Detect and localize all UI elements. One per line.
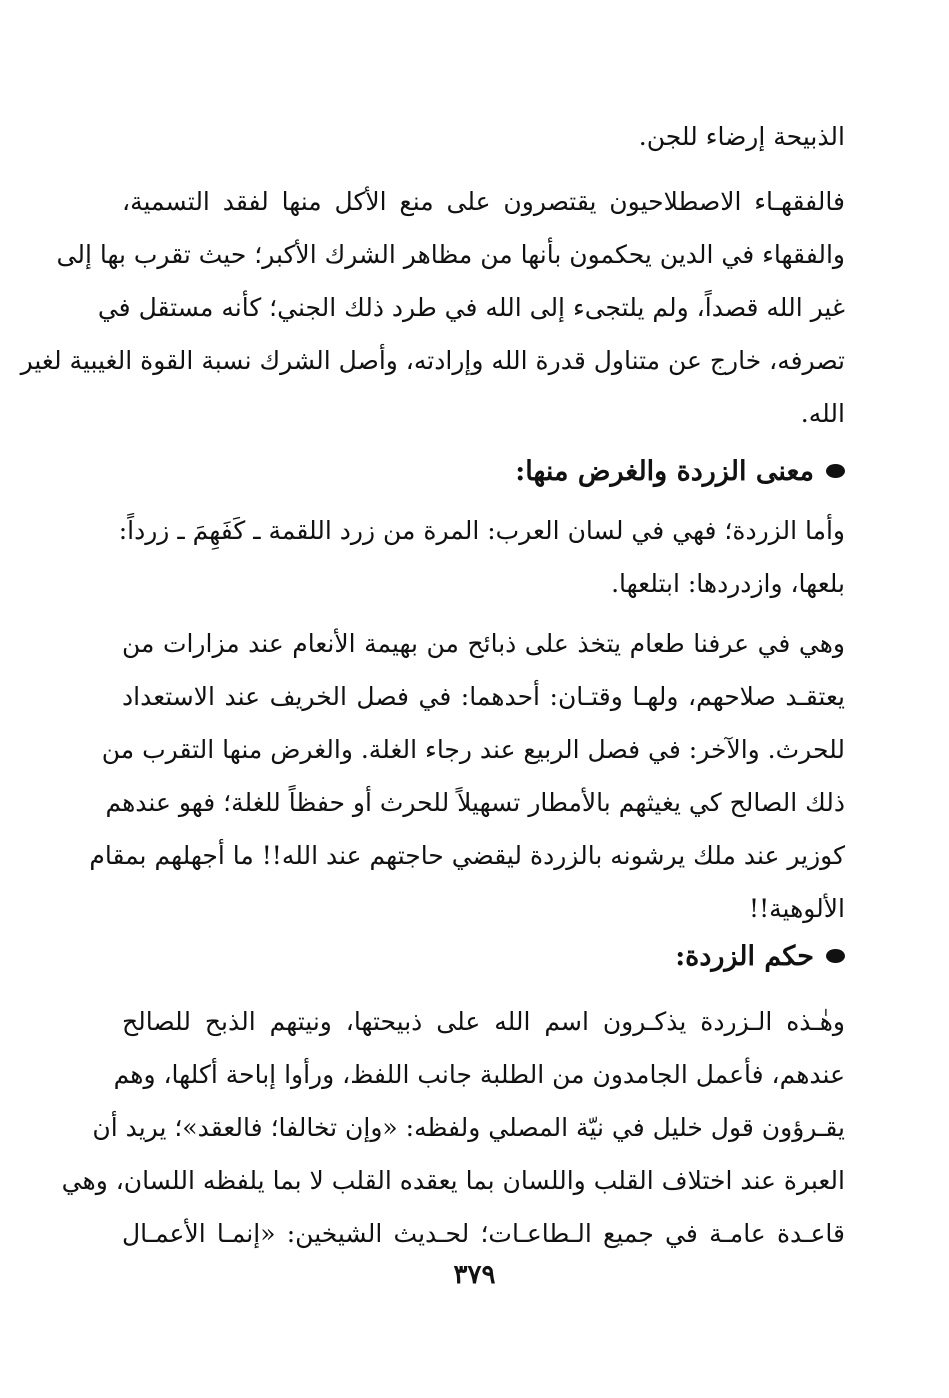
- paragraph-ruling: [61, 995, 845, 1260]
- heading-text: حكم الزردة:: [675, 941, 814, 972]
- text-line: وأما الزردة؛ فهي في لسان العرب: المرة من زرد اللقمة ـ كَفَهِمَ ـ زرداً:: [118, 516, 845, 545]
- page-number: ٣٧٩: [453, 1260, 496, 1290]
- paragraph-continuation: [122, 110, 845, 163]
- text-line: عندهم، فأعمل الجامدون من الطلبة جانب اللفظ، ورأوا إباحة أكلها، وهم: [113, 1060, 845, 1089]
- bullet-icon: [826, 464, 845, 478]
- bullet-icon: [826, 949, 845, 963]
- text-line: بلعها، وازدردها: ابتلعها.: [611, 569, 845, 598]
- section-heading: [122, 447, 845, 497]
- text-line: يقـرؤون قول خليل في نيّة المصلي ولفظه: «وإن تخالفا؛ فالعقد»؛ يريد أن: [92, 1113, 845, 1142]
- text-line: الله.: [800, 399, 845, 428]
- paragraph-custom: [89, 617, 845, 935]
- text-line: كوزير عند ملك يرشونه بالزردة ليقضي حاجتهم عند الله!! ما أجهلهم بمقام: [89, 841, 845, 870]
- paragraph-definition: [118, 504, 845, 610]
- text-line: للحرث. والآخر: في فصل الربيع عند رجاء الغلة. والغرض منها التقرب من: [101, 735, 845, 764]
- text-line: قاعـدة عامـة في جميع الـطاعـات؛ لحـديث الشيخين: «إنمـا الأعمـال: [122, 1219, 845, 1248]
- section-heading: [122, 932, 845, 982]
- text-line: فالفقهـاء الاصطلاحيون يقتصرون على منع الأكل منها لفقد التسمية،: [122, 187, 845, 216]
- paragraph-jurists: [20, 175, 845, 440]
- text-line: تصرفه، خارج عن متناول قدرة الله وإرادته، وأصل الشرك نسبة القوة الغيبية لغير: [20, 346, 845, 375]
- text-line: يعتقـد صلاحهم، ولهـا وقتـان: أحدهما: في فصل الخريف عند الاستعداد: [122, 682, 845, 711]
- text-line: غير الله قصداً، ولم يلتجىء إلى الله في طرد ذلك الجني؛ كأنه مستقل في: [97, 293, 845, 322]
- text-line: ذلك الصالح كي يغيثهم بالأمطار تسهيلاً للحرث أو حفظاً للغلة؛ فهو عندهم: [105, 788, 845, 817]
- heading-text: معنى الزردة والغرض منها:: [515, 456, 814, 487]
- text-line: الألوهية!!: [749, 894, 845, 923]
- text-line: وهي في عرفنا طعام يتخذ على ذبائح من بهيمة الأنعام عند مزارات من: [122, 629, 845, 658]
- text-line: العبرة عند اختلاف القلب واللسان بما يعقده القلب لا بما يلفظه اللسان، وهي: [61, 1166, 845, 1195]
- text-line: والفقهاء في الدين يحكمون بأنها من مظاهر الشرك الأكبر؛ حيث تقرب بها إلى: [56, 240, 845, 269]
- text-line: الذبيحة إرضاء للجن.: [638, 122, 845, 151]
- text-line: وهٰـذه الـزردة يذكـرون اسم الله على ذبيحتها، ونيتهم الذبح للصالح: [122, 1007, 845, 1036]
